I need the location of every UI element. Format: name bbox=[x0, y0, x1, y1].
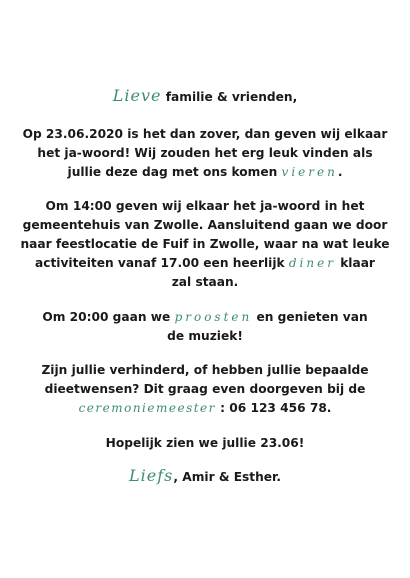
p2-line1: Om 14:00 geven wij elkaar het ja-woord in het bbox=[45, 199, 365, 213]
p3-line1-post: en genieten van bbox=[256, 310, 368, 324]
p1-line1: Op 23.06.2020 is het dan zover, dan geven wij elkaar bbox=[22, 127, 388, 141]
p4-line2: dieetwensen? Dit graag even doorgeven bij de bbox=[44, 382, 366, 396]
p2-line5: zal staan. bbox=[171, 275, 239, 289]
p4-script-ceremoniemeester: ceremoniemeester bbox=[78, 401, 216, 415]
p3-script-proosten: proosten bbox=[174, 310, 253, 324]
greeting-text: familie & vrienden, bbox=[165, 90, 298, 104]
paragraph-rsvp bbox=[0, 361, 410, 418]
p2-line4-pre: activiteiten vanaf 17.00 een heerlijk bbox=[35, 256, 285, 270]
paragraph-party bbox=[0, 308, 410, 346]
paragraph-schedule bbox=[0, 197, 410, 292]
p5-line1: Hopelijk zien we jullie 23.06! bbox=[105, 436, 305, 450]
p4-line3-post: : 06 123 456 78. bbox=[220, 401, 332, 415]
greeting-script: Lieve bbox=[112, 86, 162, 105]
p3-line1-pre: Om 20:00 gaan we bbox=[42, 310, 171, 324]
p3-line2: de muziek! bbox=[167, 329, 243, 343]
signoff bbox=[0, 466, 410, 487]
paragraph-date bbox=[0, 125, 410, 182]
greeting bbox=[0, 86, 410, 107]
p2-line4-post: klaar bbox=[340, 256, 375, 270]
p1-line3-pre: jullie deze dag met ons komen bbox=[67, 165, 278, 179]
p1-line3-post: . bbox=[337, 165, 343, 179]
signoff-text: , Amir & Esther. bbox=[173, 470, 281, 484]
p1-line2: het ja-woord! Wij zouden het erg leuk vinden als bbox=[37, 146, 373, 160]
p4-line1: Zijn jullie verhinderd, of hebben jullie bepaalde bbox=[41, 363, 369, 377]
p2-script-diner: diner bbox=[288, 256, 336, 270]
signoff-script: Liefs bbox=[129, 466, 174, 485]
p2-line3: naar feestlocatie de Fuif in Zwolle, waar na wat leuke bbox=[20, 237, 390, 251]
paragraph-hope bbox=[0, 434, 410, 453]
p1-script-vieren: vieren bbox=[281, 165, 338, 179]
p2-line2: gemeentehuis van Zwolle. Aansluitend gaan we door bbox=[22, 218, 388, 232]
